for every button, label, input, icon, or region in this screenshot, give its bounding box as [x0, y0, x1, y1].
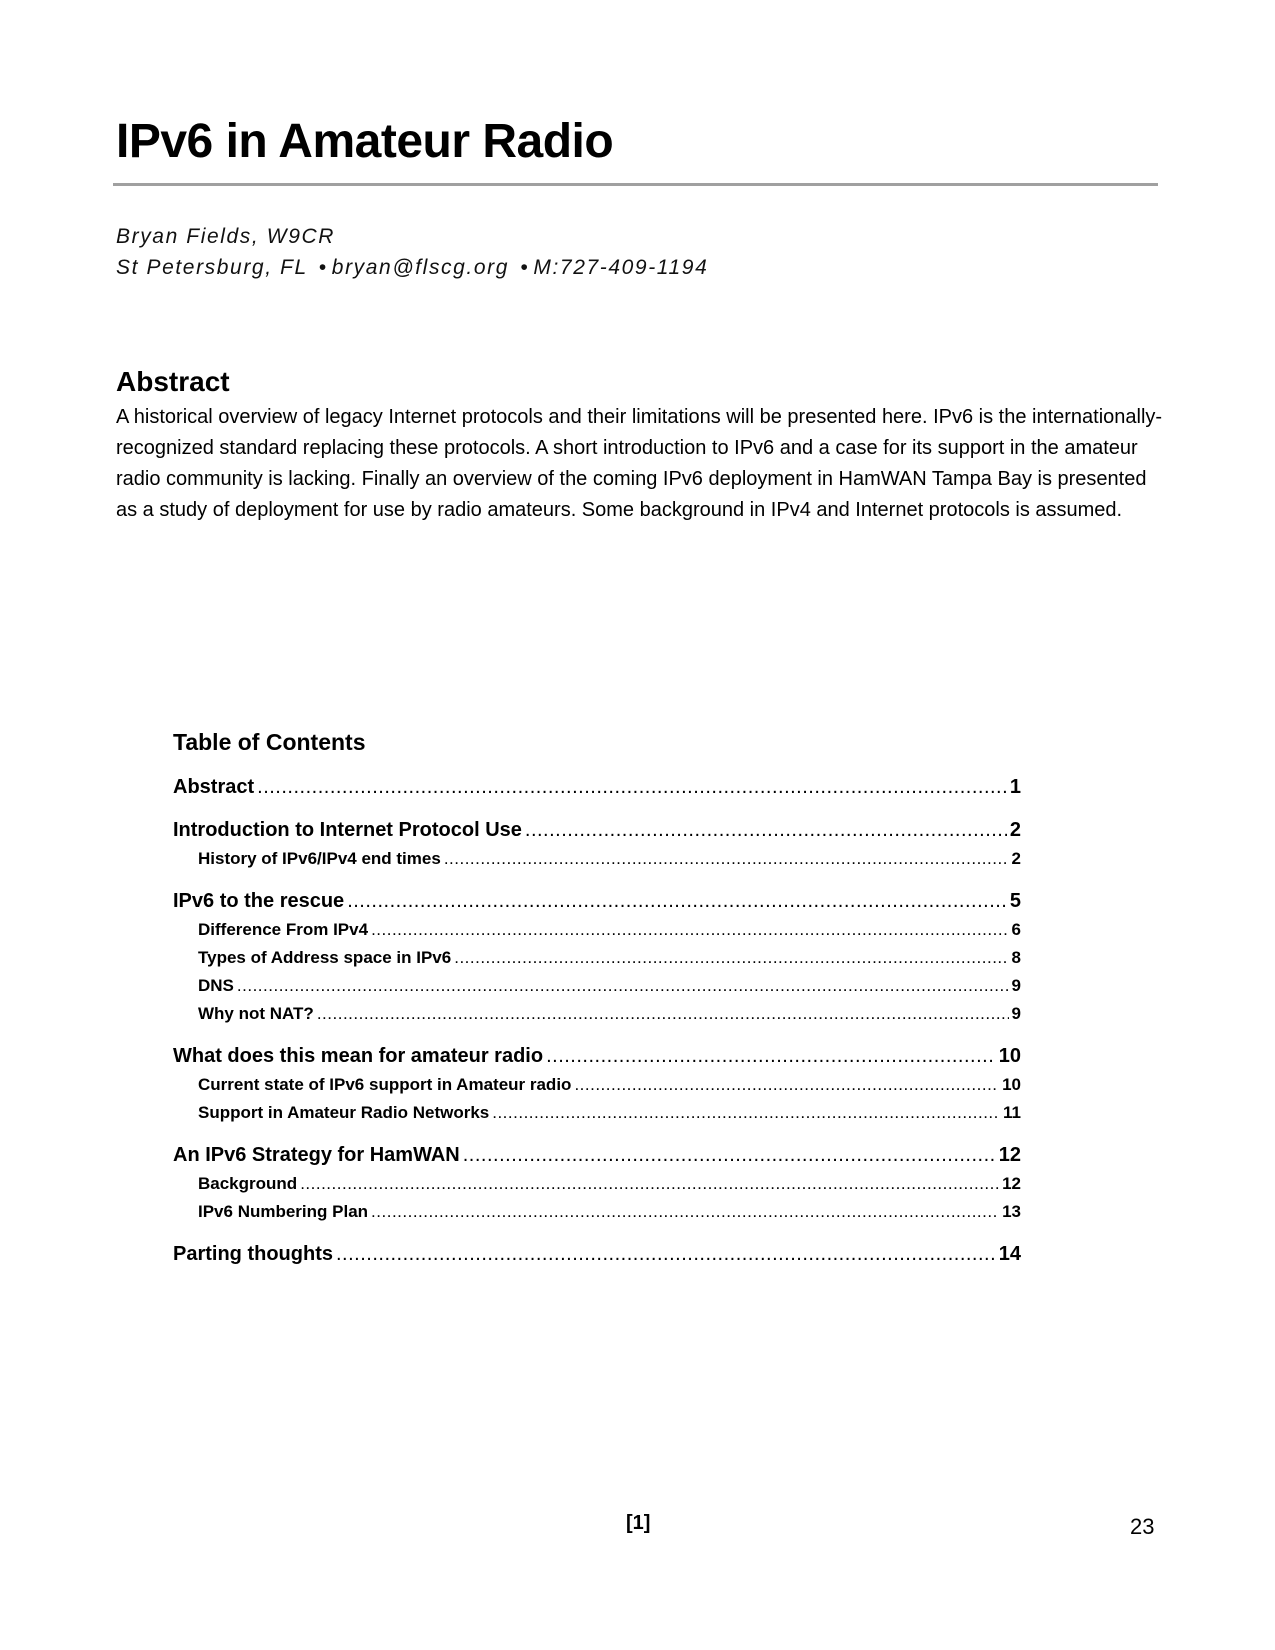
toc-entry-label: Background: [198, 1174, 298, 1193]
toc-entry-networks-support[interactable]: [173, 1099, 1021, 1127]
toc-entry-label: History of IPv6/IPv4 end times: [198, 849, 441, 868]
toc-entry-numbering-plan[interactable]: [173, 1198, 1021, 1226]
toc-entry-label: IPv6 Numbering Plan: [198, 1202, 369, 1221]
toc-entry-page: 12: [1002, 1174, 1021, 1193]
author-block: [116, 221, 708, 283]
toc-leader-dots: [317, 1000, 1009, 1028]
bullet-separator: •: [520, 256, 530, 279]
author-email[interactable]: bryan@flscg.org: [331, 256, 510, 279]
table-of-contents: [173, 727, 1021, 1269]
toc-leader-dots: [257, 773, 1007, 802]
toc-entry-label: Parting thoughts: [173, 1243, 333, 1265]
toc-entry-parting-thoughts[interactable]: [173, 1240, 1021, 1269]
abstract-heading: Abstract: [116, 366, 230, 397]
toc-leader-dots: [492, 1099, 1000, 1127]
toc-entry-page: 12: [998, 1144, 1021, 1166]
toc-entry-page: 1: [1009, 776, 1021, 798]
toc-entry-abstract[interactable]: [173, 773, 1021, 802]
toc-entry-label: Support in Amateur Radio Networks: [198, 1103, 490, 1122]
toc-entry-label: Introduction to Internet Protocol Use: [173, 819, 522, 841]
toc-entry-history[interactable]: [173, 845, 1021, 873]
toc-entry-nat[interactable]: [173, 1000, 1021, 1028]
footer-page-label: [1]: [626, 1512, 651, 1534]
toc-entry-label: Current state of IPv6 support in Amateur radio: [198, 1075, 572, 1094]
toc-entry-page: 10: [1002, 1075, 1021, 1094]
toc-leader-dots: [336, 1240, 996, 1269]
toc-entry-page: 6: [1011, 920, 1021, 939]
toc-leader-dots: [371, 1198, 999, 1226]
toc-entry-page: 9: [1011, 1004, 1021, 1023]
toc-entry-difference[interactable]: [173, 916, 1021, 944]
toc-entry-page: 2: [1009, 819, 1021, 841]
toc-entry-label: An IPv6 Strategy for HamWAN: [173, 1144, 460, 1166]
toc-entry-page: 8: [1011, 948, 1021, 967]
toc-entry-dns[interactable]: [173, 972, 1021, 1000]
toc-entry-current-state[interactable]: [173, 1071, 1021, 1099]
toc-entry-address-space[interactable]: [173, 944, 1021, 972]
toc-entry-label: DNS: [198, 976, 234, 995]
toc-entry-page: 13: [1002, 1202, 1021, 1221]
toc-entry-amateur-radio[interactable]: [173, 1042, 1021, 1071]
author-location: St Petersburg, FL: [116, 256, 308, 279]
toc-entry-label: What does this mean for amateur radio: [173, 1045, 544, 1067]
toc-leader-dots: [574, 1071, 999, 1099]
toc-entry-hamwan-strategy[interactable]: [173, 1141, 1021, 1170]
toc-leader-dots: [454, 944, 1008, 972]
toc-leader-dots: [463, 1141, 996, 1170]
toc-entry-page: 2: [1011, 849, 1021, 868]
toc-entry-label: Why not NAT?: [198, 1004, 314, 1023]
toc-heading: Table of Contents: [173, 729, 366, 755]
author-contact-line: [116, 252, 708, 283]
toc-entry-page: 14: [998, 1243, 1021, 1265]
toc-entry-page: 9: [1011, 976, 1021, 995]
title-divider: [113, 183, 1158, 186]
footer-page-number: 23: [1130, 1514, 1155, 1539]
toc-entry-introduction[interactable]: [173, 816, 1021, 845]
author-phone: M:727-409-1194: [533, 256, 709, 279]
abstract-body: A historical overview of legacy Internet protocols and their limitations will be presented here. IPv6 is the internationally-recognized standard replacing these protocols. A short introduction to IPv6 and a case for its support in the amateur radio community is lacking. Finally an overview of the coming IPv6 deployment in HamWAN Tampa Bay is presented as a study of deployment for use by radio amateurs. Some background in IPv4 and Internet protocols is assumed.: [116, 406, 1163, 521]
bullet-separator: •: [318, 256, 328, 279]
toc-entry-label: Abstract: [173, 776, 255, 798]
toc-entry-page: 10: [998, 1045, 1021, 1067]
toc-entry-label: Difference From IPv4: [198, 920, 369, 939]
toc-leader-dots: [546, 1042, 996, 1071]
toc-entry-page: 5: [1009, 890, 1021, 912]
author-name: Bryan Fields, W9CR: [116, 225, 336, 248]
toc-entry-ipv6-rescue[interactable]: [173, 887, 1021, 916]
toc-entry-label: IPv6 to the rescue: [173, 890, 345, 912]
toc-leader-dots: [444, 845, 1009, 873]
toc-leader-dots: [347, 887, 1007, 916]
toc-entry-background[interactable]: [173, 1170, 1021, 1198]
document-title: IPv6 in Amateur Radio: [116, 115, 614, 168]
toc-entry-page: 11: [1003, 1103, 1021, 1122]
toc-leader-dots: [300, 1170, 999, 1198]
toc-leader-dots: [371, 916, 1008, 944]
toc-leader-dots: [525, 816, 1007, 845]
toc-leader-dots: [237, 972, 1009, 1000]
toc-entry-label: Types of Address space in IPv6: [198, 948, 452, 967]
